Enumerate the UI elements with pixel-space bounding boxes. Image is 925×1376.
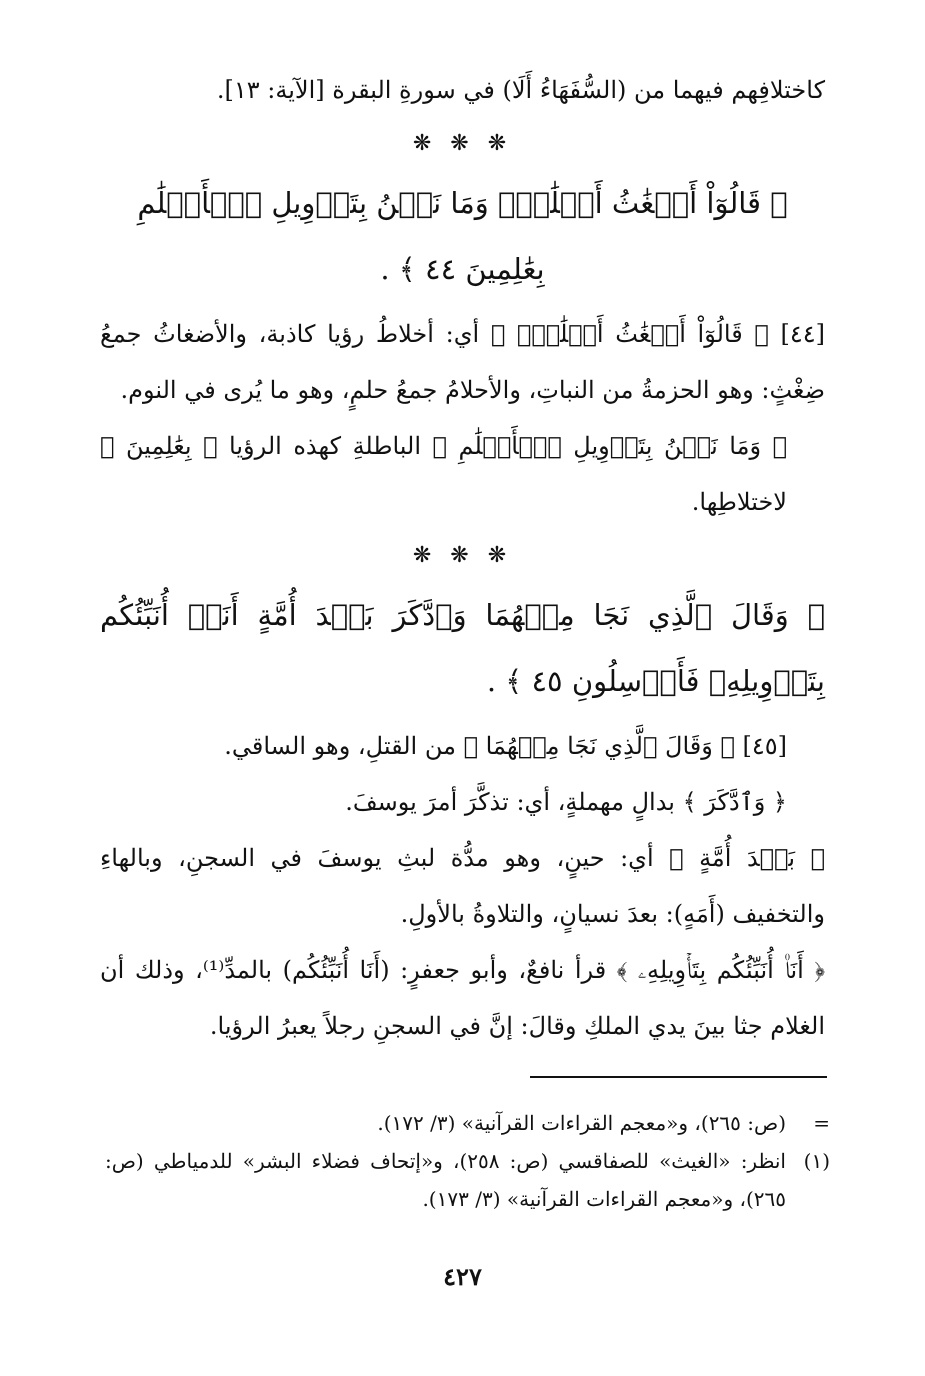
footnote-1-text: انظر: «الغيث» للصفاقسي (ص: ٢٥٨)، و«إتحاف فضلاء البشر» للدمياطي (ص: ٢٦٥)، و«معجم القراءات القرآنية» (٣/ ١٧٣). (105, 1149, 786, 1211)
footnote-continuation (105, 1104, 830, 1142)
commentary-45-c: ﴿ بَعۡدَ أُمَّةٍ ﴾ أي: حينٍ، وهو مدُّة لبثِ يوسفَ في السجنِ، وبالهاءِ والتخفيف (أَمَهٍ): بعدَ نسيانٍ، والتلاوةُ بالأولِ. (100, 844, 825, 928)
verse-45: ﴿ وَقَالَ ٱلَّذِي نَجَا مِنۡهُمَا وَٱدَّكَرَ بَعۡدَ أُمَّةٍ أَنَا۠ أُنَبِّئُكُم بِتَأۡوِيلِهِۦ فَأَرۡسِلُونِ ٤٥ ﴾ . (100, 598, 825, 698)
commentary-44-b: ﴿ وَمَا نَحۡنُ بِتَأۡوِيلِ ٱلۡأَحۡلَٰمِ ﴾ الباطلةِ كهذه الرؤيا ﴿ بِعَٰلِمِينَ ﴾ لاختلاطِها. (100, 432, 787, 516)
commentary-45-d: ﴿ أَنَا۠ أُنَبِّئُكُم بِتَأۡوِيلِهِۦ ﴾ قرأ نافعٌ، وأبو جعفرٍ: (أَنَا أُنَبِّئُكُم) بالمدِّ⁽¹⁾، وذلك أن الغلام جثا بينَ يدي الملكِ وقالَ: إنَّ في السجنِ رجلاً يعبرُ الرؤيا. (100, 956, 825, 1040)
commentary-44-a: [٤٤] ﴿ قَالُوٓاْ أَضۡغَٰثُ أَحۡلَٰمٖۖ ﴾ أي: أخلاطُ رؤيا كاذبة، والأضغاثُ جمعُ ضِغْثٍ: وهو الحزمةُ من النباتِ، والأحلامُ جمعُ حلمٍ، وهو ما يُرى في النوم. (100, 320, 826, 404)
footnote-1-mark: (١) (803, 1149, 830, 1173)
section-separator: ❋ ❋ ❋ (412, 131, 513, 156)
page-body (100, 62, 825, 1054)
verse-44: ﴿ قَالُوٓاْ أَضۡغَٰثُ أَحۡلَٰمٖۖ وَمَا نَحۡنُ بِتَأۡوِيلِ ٱلۡأَحۡلَٰمِ بِعَٰلِمِينَ ٤٤ ﴾ . (137, 186, 788, 286)
footnote-continuation-mark: = (813, 1111, 830, 1135)
footnotes (105, 1104, 830, 1218)
footnote-1 (105, 1142, 830, 1218)
footnote-divider (530, 1076, 827, 1078)
commentary-45-b: ﴿ وَٱدَّكَرَ ﴾ بدالٍ مهملةٍ، أي: تذكَّرَ أمرَ يوسفَ. (345, 788, 787, 816)
commentary-45-a: [٤٥] ﴿ وَقَالَ ٱلَّذِي نَجَا مِنۡهُمَا ﴾ من القتلِ، وهو الساقي. (224, 732, 787, 760)
intro-line: كاختلافِهم فيهما من (السُّفَهَاءُ أَلَا) في سورةِ البقرة [الآية: ١٣]. (216, 76, 825, 104)
page-number: ٤٢٧ (443, 1262, 482, 1291)
section-separator: ❋ ❋ ❋ (412, 543, 513, 568)
footnote-continuation-text: (ص: ٢٦٥)، و«معجم القراءات القرآنية» (٣/ ١٧٢). (377, 1111, 786, 1135)
